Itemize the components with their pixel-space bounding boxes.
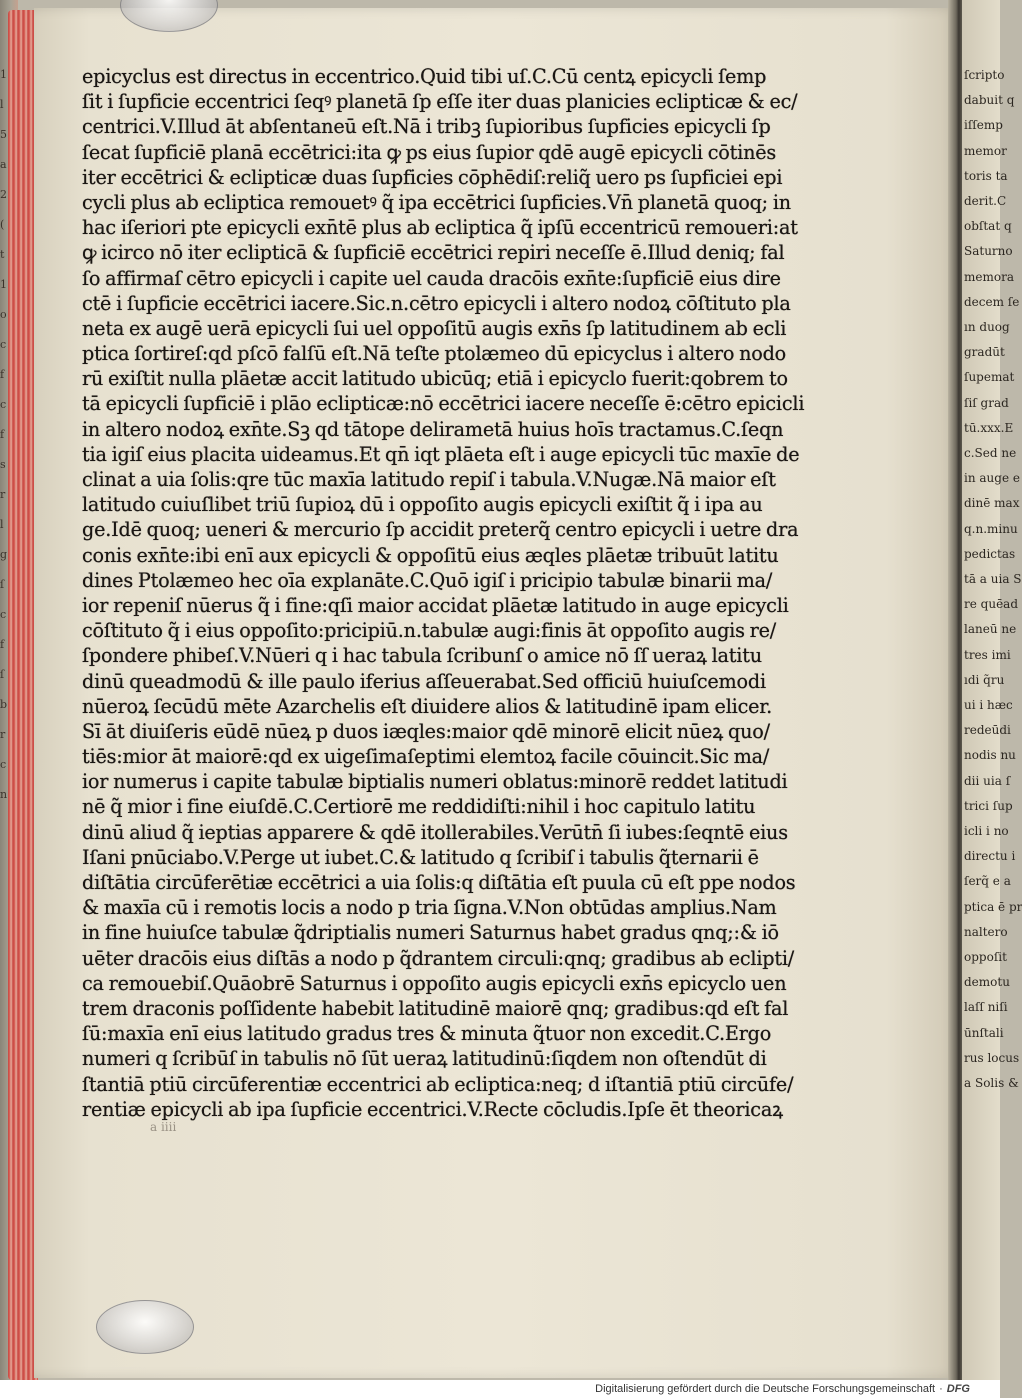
text-line: in altero nodoꝝ exn̄te.Sꝫ qd tātope delirametā huius hoīs tractamus.C.ſeqn xyxy=(82,417,784,441)
right-page-line: laſſ niſi xyxy=(964,1000,1008,1015)
left-margin-mark: c xyxy=(0,398,7,411)
right-page-line: iſſemp xyxy=(964,118,1003,133)
right-page-line: re quēad xyxy=(964,597,1018,612)
text-line: iter eccētrici & eclipticæ duas ſupficies cōphēdiſ:reliq̃ uero ps ſupficiei epi xyxy=(82,165,783,189)
text-line: ſū:maxīa enī eius latitudo gradus tres & minuta q̃tuor non excedit.C.Ergo xyxy=(82,1022,772,1046)
right-page-line: ıdi q̃ru xyxy=(964,672,1005,687)
text-line: epicyclus est directus in eccentrico.Quid tibi uſ.C.Cū centꝝ epicycli ſemp xyxy=(82,65,767,88)
right-page-line: tā a uia S xyxy=(964,572,1022,586)
right-page-line: dinē max xyxy=(964,496,1020,511)
left-margin-marks xyxy=(0,60,10,1260)
text-line: conis exn̄te:ibi enī aux epicycli & oppoſitū eius æqles plāetæ tribuūt latitu xyxy=(82,543,779,567)
left-margin-mark: f xyxy=(0,368,5,381)
text-line: ca remouebiſ.Quāobrē Saturnus i oppoſito augis epicycli exn̄s epicyclo uen xyxy=(82,971,787,995)
text-line: cōſtituto q̃ i eius oppoſito:pricipiū.n.tabulæ augi:finis āt oppoſito augis re/ xyxy=(82,619,777,643)
left-margin-mark: 1 xyxy=(0,278,7,291)
text-line: ꝙ icirco nō iter eclipticā & ſupficiē eccētrici repiri neceſſe ē.Illud deniq; fal xyxy=(82,241,785,265)
text-line: nūeroꝝ ſecūdū mēte Azarchelis eſt diuidere alios & latitudinē ipam elicer. xyxy=(82,694,773,718)
right-page-line: q.n.minu xyxy=(964,521,1018,536)
text-line: neta ex augē uerā epicycli ſui uel oppoſitū augis exn̄s ſp latitudinem ab ecli xyxy=(82,316,787,340)
text-line: ſit i ſupficie eccentrici ſeqꝰ planetā ſp eſſe iter duas planicies eclipticæ & ec/ xyxy=(82,90,798,114)
right-page-line: ın duog xyxy=(964,320,1010,334)
right-page-line: ui i hæc xyxy=(964,698,1013,712)
footer-bar xyxy=(0,1380,1000,1398)
text-line: ge.Idē quoq; ueneri & mercurio ſp accidit preterq̃ centro epicycli i uetre dra xyxy=(82,518,799,542)
right-page-line: ſupemat xyxy=(964,370,1015,385)
footer-credit[interactable]: Digitalisierung gefördert durch die Deutsche Forschungsgemeinschaft xyxy=(595,1383,936,1395)
right-page-line: in auge e xyxy=(964,471,1020,486)
right-page-line: ſcripto xyxy=(964,68,1005,82)
right-page-line: memor xyxy=(964,143,1007,158)
right-page-line: directu i xyxy=(964,849,1016,864)
right-page-line: trici ſup xyxy=(964,798,1013,813)
right-page-line: Saturno xyxy=(964,244,1013,259)
text-line: dinū aliud q̃ ieptias apparere & qdē itollerabiles.Verūtn̄ ſi iubes:ſeqntē eius xyxy=(82,820,788,844)
text-line: ior numerus i capite tabulæ biptialis numeri oblatus:minorē reddet latitudi xyxy=(82,770,788,794)
text-line: nē q̃ mior i fine eiuſdē.C.Certiorē me reddidiſti:nihil i hoc capitulo latitu xyxy=(82,795,756,819)
left-margin-mark: 2 xyxy=(0,188,7,201)
left-margin-mark: r xyxy=(0,488,6,501)
folio-mark: a iiii xyxy=(150,1120,177,1134)
text-line: ptica ſortireſ:qd pſcō falſū eſt.Nā teſte ptolæmeo dū epicyclus i altero nodo xyxy=(82,342,787,366)
bottom-clip-icon xyxy=(96,1300,194,1354)
text-line: uēter dracōis eius diſtās a nodo p q̃drantem circuli:qnq; gradibus ab eclipti/ xyxy=(82,946,795,970)
text-line: in fine huiuſce tabulæ q̃driptialis numeri Saturnus habet gradus qnq;:& iō xyxy=(82,921,779,945)
right-page-line: oppoſit xyxy=(964,950,1007,964)
right-page-line: ūnſtali xyxy=(964,1025,1004,1040)
text-line: tia igiſ eius placita uideamus.Et qn̄ iqt plāeta eſt i auge epicycli tūc maxīe de xyxy=(82,442,800,466)
left-margin-mark: ſ xyxy=(0,668,5,681)
text-line: tiēs:mior āt maiorē:qd ex uigeſimaſeptimi elemtoꝝ facile cōuincit.Sic ma/ xyxy=(82,745,770,769)
right-page-line: obſtat q xyxy=(964,219,1012,234)
footer-separator: · xyxy=(939,1383,943,1395)
left-margin-mark: o xyxy=(0,308,7,321)
left-margin-mark: c xyxy=(0,338,7,351)
left-margin-mark: c xyxy=(0,758,7,771)
right-page-line: demotu xyxy=(964,975,1010,990)
left-margin-mark: a xyxy=(0,158,7,171)
left-margin-mark: l xyxy=(0,98,4,111)
text-line: trem draconis poſſidente habebit latitudinē maiorē qnq; gradibus:qd eſt fal xyxy=(82,996,789,1020)
right-page-line: naltero xyxy=(964,924,1008,939)
left-margin-mark: r xyxy=(0,728,6,741)
right-page-line: rus locus xyxy=(964,1050,1020,1065)
text-line: Iſani pnūciabo.V.Perge ut iubet.C.& latitudo q ſcribiſ i tabulis q̃ternarii ē xyxy=(82,845,759,869)
text-line: ſecat ſupficiē planā eccētrici:ita ꝙ ps eius ſupior qdē augē epicycli cōtinēs xyxy=(82,140,777,164)
right-page-line: ptica ē pr xyxy=(964,899,1022,914)
left-margin-mark: f xyxy=(0,428,5,441)
right-page-line: tū.xxx.E xyxy=(964,420,1014,435)
text-line: clinat a uia ſolis:qre tūc maxīa latitudo repiſ i tabula.V.Nugæ.Nā maior eſt xyxy=(82,468,776,491)
left-margin-mark: c xyxy=(0,608,7,621)
text-line: Sī āt diuiſeris eūdē nūeꝝ p duos iæqles:maior qdē minorē elicit nūeꝝ quo/ xyxy=(82,719,770,743)
text-line: latitudo cuiuſlibet triū ſupioꝝ dū i oppoſito augis epicycli exiſtit q̃ i ipa au xyxy=(82,493,763,517)
right-page-line: a Solis & xyxy=(964,1076,1019,1090)
text-line: numeri q ſcribūſ in tabulis nō ſūt ueraꝝ latitudinū:ſiqdem non oſtendūt di xyxy=(82,1047,767,1071)
right-page-line: c.Sed ne xyxy=(964,446,1017,460)
right-page-line: dabuit q xyxy=(964,93,1015,108)
right-page-line: gradūt xyxy=(964,345,1005,360)
left-margin-mark: f xyxy=(0,638,5,651)
text-line: ſpondere phibeſ.V.Nūeri q i hac tabula ſcribunſ o amice nō ſſ ueraꝝ latitu xyxy=(82,644,762,668)
right-page-line: icli i no xyxy=(964,824,1009,838)
right-page-line: laneū ne xyxy=(964,622,1017,637)
left-margin-mark: l xyxy=(0,518,4,531)
left-margin-mark: 5 xyxy=(0,128,7,141)
right-page-line: pedictas xyxy=(964,546,1016,561)
text-line: rū exiſtit nulla plāetæ accit latitudo ubicūq; etiā i epicyclo fuerit:qobrem to xyxy=(82,367,788,391)
text-line: dines Ptolæmeo hec oīa explanāte.C.Quō igiſ i pricipio tabulæ binarii ma/ xyxy=(82,568,773,592)
dfg-logo[interactable]: DFG xyxy=(946,1383,970,1395)
text-line: centrici.V.Illud āt abſentaneū eſt.Nā i tribꝫ ſupioribus ſupficies epicycli ſp xyxy=(82,115,771,139)
left-margin-mark: ſ xyxy=(0,578,5,591)
body-text xyxy=(82,64,904,1122)
text-line: ior repeniſ nūerus q̃ i fine:qſi maior accidat plāetæ latitudo in auge epicycli xyxy=(82,593,789,617)
text-line: hac iſeriori pte epicycli exn̄tē plus ab ecliptica q̃ ipſū eccentricū remoueri:at xyxy=(82,216,798,240)
right-page-fragment xyxy=(962,0,1022,1380)
right-page-line: derit.C xyxy=(964,194,1007,208)
right-page-line: dii uia ſ xyxy=(964,773,1011,788)
right-page-line: ſiſ grad xyxy=(964,395,1009,410)
text-line: & maxīa cū i remotis locis a nodo p tria ſigna.V.Non obtūdas amplius.Nam xyxy=(82,896,777,920)
left-margin-mark: s xyxy=(0,458,6,471)
left-margin-mark: g xyxy=(0,548,8,561)
text-line: ſo affirmaſ cētro epicycli i capite uel cauda dracōis exn̄te:ſupficiē eius dire xyxy=(82,266,781,290)
left-margin-mark: n xyxy=(0,788,8,801)
text-line: ctē i ſupficie eccētrici iacere.Sic.n.cētro epicycli i altero nodoꝝ cōſtituto pla xyxy=(82,291,791,315)
right-page-line: redeūdi xyxy=(964,723,1011,738)
right-page-line: decem ſe xyxy=(964,294,1020,309)
left-margin-mark: b xyxy=(0,698,8,711)
right-page-line: memora xyxy=(964,269,1014,284)
left-margin-mark: ( xyxy=(0,218,5,231)
right-page-line: toris ta xyxy=(964,168,1008,183)
text-line: diſtātia circūferētiæ eccētrici a uia ſolis:q diſtātia eſt puula cū eſt ppe nodos xyxy=(82,871,796,894)
text-line: rentiæ epicycli ab ipa ſupficie eccentrici.V.Recte cōcludis.Ipſe ēt theoricaꝝ xyxy=(82,1097,783,1121)
text-line: cycli plus ab ecliptica remouetꝰ q̃ ipa eccētrici ſupficies.Vn̄ planetā quoq; in xyxy=(82,190,791,214)
right-page-line: tres imi xyxy=(964,647,1011,662)
left-margin-mark: t xyxy=(0,248,5,261)
text-line: ſtantiā ptiū circūferentiæ eccentrici ab ecliptica:neq; d iſtantiā ptiū circūfe/ xyxy=(82,1072,794,1096)
text-line: tā epicycli ſupficiē i plāo eclipticæ:nō eccētrici iacere neceſſe ē:cētro epicicli xyxy=(82,392,805,416)
right-page-line: ſerq̃ e a xyxy=(964,874,1011,889)
text-line: dinū queadmodū & ille paulo iferius aſſeuerabat.Sed officiū huiuſcemodi xyxy=(82,669,766,693)
left-margin-mark: 1 xyxy=(0,68,7,81)
right-page-line: nodis nu xyxy=(964,748,1016,763)
